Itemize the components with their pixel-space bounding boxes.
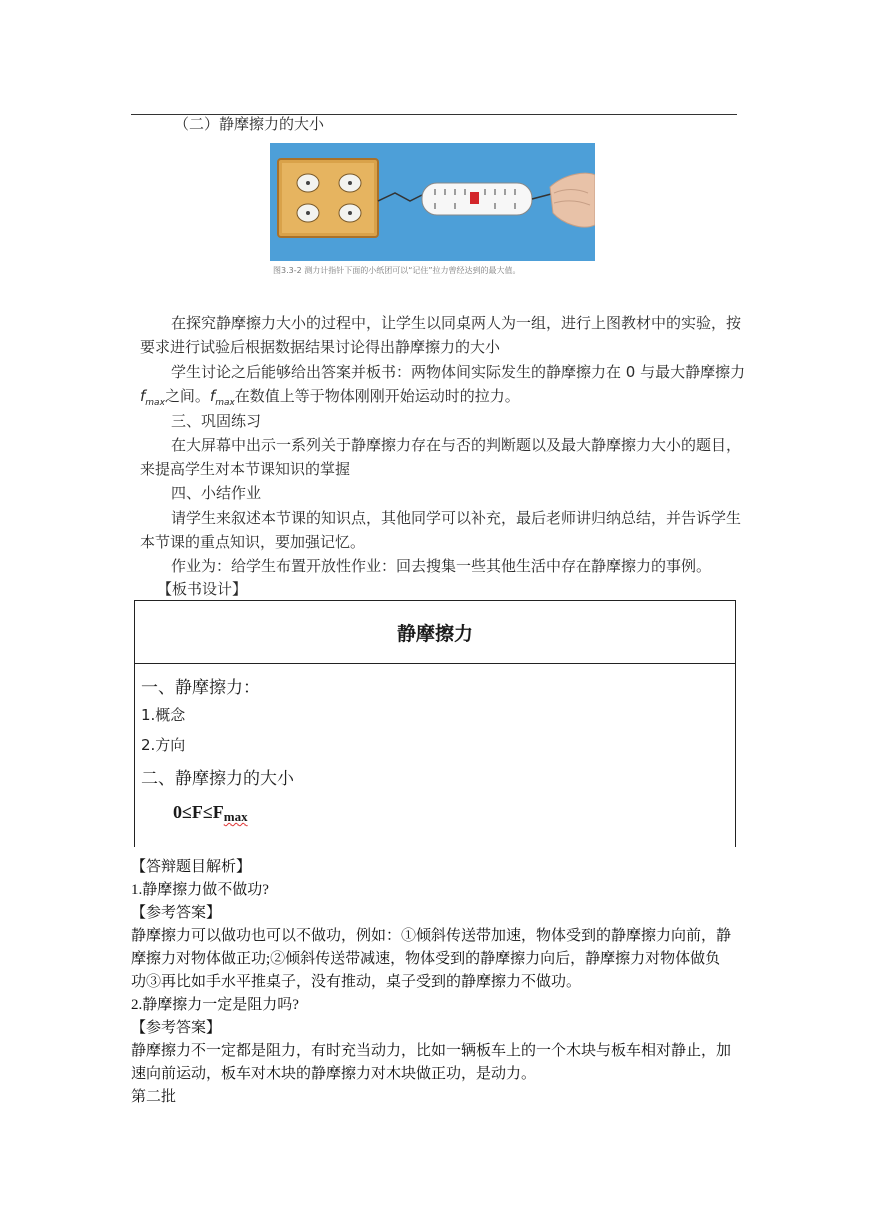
paragraph-line: 来提高学生对本节课知识的掌握 — [140, 460, 351, 478]
section-heading: 四、小结作业 — [171, 484, 262, 502]
paragraph-line: 作业为：给学生布置开放性作业：回去搜集一些其他生活中存在静摩擦力的事例。 — [171, 557, 712, 575]
formula-main: 0≤F≤F — [173, 802, 224, 822]
answer-line: 速向前运动，板车对木块的静摩擦力对木块做正功，是动力。 — [131, 1066, 537, 1082]
section-heading: 三、巩固练习 — [171, 412, 262, 430]
analysis-label: 【答辩题目解析】 — [131, 859, 252, 875]
experiment-photo — [270, 143, 595, 261]
board-line: 2.方向 — [141, 736, 186, 754]
reference-answer-label: 【参考答案】 — [131, 905, 222, 921]
board-line: 1.概念 — [141, 706, 186, 724]
question: 1.静摩擦力做不做功? — [131, 882, 269, 898]
board-line: 二、静摩擦力的大小 — [141, 769, 294, 789]
paragraph-line: 本节课的重点知识，要加强记忆。 — [140, 533, 366, 551]
board-design-table — [134, 600, 736, 847]
answer-line: 静摩擦力不一定都是阻力，有时充当动力，比如一辆板车上的一个木块与板车相对静止，加 — [131, 1043, 732, 1059]
board-title-row — [135, 601, 735, 664]
question: 2.静摩擦力一定是阻力吗? — [131, 997, 299, 1013]
reference-answer-label: 【参考答案】 — [131, 1020, 222, 1036]
paragraph-line: 请学生来叙述本节课的知识点，其他同学可以补充，最后老师讲归纳总结，并告诉学生 — [171, 509, 742, 527]
footer-text: 第二批 — [131, 1089, 177, 1105]
paragraph-line: 学生讨论之后能够给出答案并板书：两物体间实际发生的静摩擦力在 0 与最大静摩擦力 — [171, 363, 746, 381]
fmax-symbol: f — [140, 387, 146, 405]
board-formula — [173, 802, 248, 823]
text-segment: 在数值上等于物体刚刚开始运动时的拉力。 — [234, 387, 520, 405]
fmax-subscript: max — [145, 398, 165, 408]
answer-line: 功③再比如手水平推桌子，没有推动，桌子受到的静摩擦力不做功。 — [131, 974, 582, 990]
figure-caption: 图3.3-2 测力计指针下面的小纸团可以“记住”拉力曾经达到的最大值。 — [273, 266, 521, 275]
paragraph-line: 在探究静摩擦力大小的过程中，让学生以同桌两人为一组，进行上图教材中的实验，按 — [171, 314, 742, 332]
answer-line: 静摩擦力可以做功也可以不做功，例如：①倾斜传送带加速，物体受到的静摩擦力向前，静 — [131, 928, 732, 944]
fmax-subscript: max — [215, 398, 235, 408]
text-segment: 之间。 — [164, 387, 210, 405]
experiment-illustration — [270, 143, 595, 261]
answer-line: 摩擦力对物体做正功;②倾斜传送带减速，物体受到的静摩擦力向后，静摩擦力对物体做负 — [131, 951, 721, 967]
board-design-label: 【板书设计】 — [157, 580, 248, 598]
paragraph-line: 在大屏幕中出示一系列关于静摩擦力存在与否的判断题以及最大静摩擦力大小的题目， — [171, 436, 742, 454]
section-heading: （二）静摩擦力的大小 — [174, 115, 325, 133]
board-line: 一、静摩擦力： — [141, 678, 260, 698]
fmax-symbol: f — [209, 387, 216, 405]
board-title: 静摩擦力 — [396, 622, 473, 645]
formula-subscript: max — [223, 809, 248, 824]
paragraph-line: 要求进行试验后根据数据结果讨论得出静摩擦力的大小 — [140, 338, 501, 356]
